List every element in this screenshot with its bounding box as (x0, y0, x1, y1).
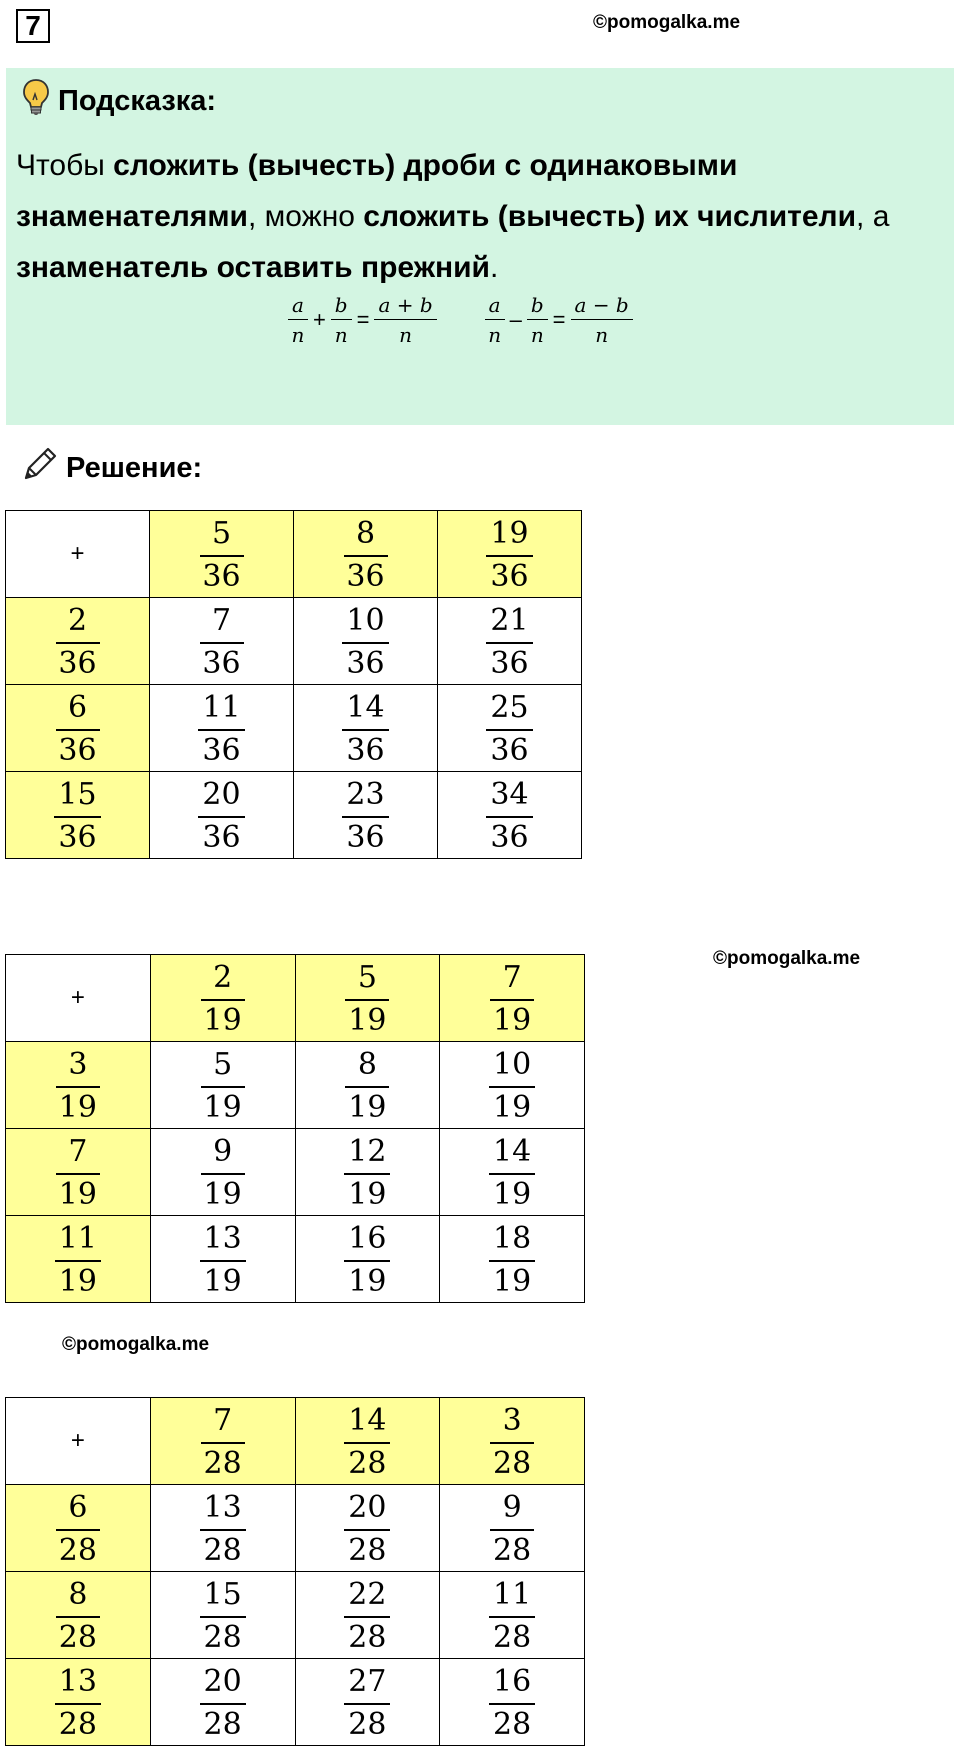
table-row (6, 1042, 585, 1129)
numerator: 8 (344, 518, 388, 557)
numerator: 11 (55, 1223, 101, 1262)
denominator: 19 (493, 1263, 532, 1299)
result-cell (150, 1659, 295, 1746)
column-header-cell (440, 955, 585, 1042)
watermark: ©pomogalka.me (62, 1334, 210, 1355)
fraction (344, 1663, 390, 1742)
hint-header (22, 78, 216, 124)
denominator: 36 (58, 819, 97, 855)
numerator: 16 (489, 1666, 535, 1705)
operator-cell: + (6, 1398, 151, 1485)
task-number: 7 (16, 9, 50, 43)
denominator: 19 (203, 1089, 242, 1125)
fraction (489, 1576, 535, 1655)
fraction (200, 1576, 246, 1655)
fraction (56, 1489, 100, 1568)
fraction (198, 776, 244, 855)
column-header-cell (295, 955, 440, 1042)
addition-table-19 (5, 954, 585, 1303)
numerator: 11 (489, 1579, 535, 1618)
solution-header (20, 444, 202, 492)
numerator: 23 (342, 779, 388, 818)
result-cell (295, 1129, 440, 1216)
numerator: 7 (201, 1405, 245, 1444)
formula-fraction: a n (485, 293, 505, 347)
numerator: 34 (486, 779, 532, 818)
denominator: 19 (348, 1263, 387, 1299)
fraction (342, 689, 388, 768)
formula-operator: – (509, 307, 522, 332)
result-cell (440, 1216, 585, 1303)
fraction (490, 1402, 534, 1481)
numerator: 14 (489, 1136, 535, 1175)
hint-text-part: , а (856, 200, 890, 233)
result-cell (150, 685, 294, 772)
fraction (344, 1133, 390, 1212)
denominator: 36 (202, 819, 241, 855)
hint-text-bold: сложить (вычесть) их числители (363, 200, 857, 233)
addition-table-28 (5, 1397, 585, 1746)
result-cell (294, 772, 438, 859)
result-cell (294, 598, 438, 685)
denominator: 36 (490, 645, 529, 681)
result-cell (150, 1216, 295, 1303)
fraction (56, 1046, 100, 1125)
numerator: 16 (344, 1223, 390, 1262)
fraction (342, 776, 388, 855)
numerator: 7 (56, 1136, 100, 1175)
watermark: ©pomogalka.me (713, 948, 861, 969)
denominator: 28 (493, 1445, 532, 1481)
hint-text-part: Чтобы (16, 149, 114, 182)
fraction (56, 689, 100, 768)
denominator: 28 (348, 1532, 387, 1568)
numerator: 14 (342, 692, 388, 731)
numerator: 3 (56, 1049, 100, 1088)
result-cell (150, 772, 294, 859)
formula-result: $\frac{a - b}{n}$ (571, 293, 633, 347)
fraction (201, 1402, 245, 1481)
result-cell (440, 1659, 585, 1746)
hint-title: Подсказка: (58, 84, 217, 117)
result-cell (440, 1129, 585, 1216)
row-header-cell (6, 772, 150, 859)
table-header-row (6, 1398, 585, 1485)
denominator: 36 (202, 645, 241, 681)
formula-fraction: $\frac{b}{n}$ (527, 293, 548, 347)
denominator: 28 (348, 1706, 387, 1742)
denominator: 36 (346, 819, 385, 855)
fraction (55, 1663, 101, 1742)
denominator: 19 (58, 1089, 97, 1125)
column-header-cell (440, 1398, 585, 1485)
column-header-cell (150, 511, 294, 598)
numerator: 9 (201, 1136, 245, 1175)
denominator: 19 (203, 1263, 242, 1299)
fraction (490, 959, 534, 1038)
numerator: 15 (200, 1579, 246, 1618)
result-cell (440, 1485, 585, 1572)
result-cell (150, 1129, 295, 1216)
denominator: 36 (346, 732, 385, 768)
fraction (486, 689, 532, 768)
hint-box (6, 68, 954, 425)
numerator: 27 (344, 1666, 390, 1705)
fraction (342, 602, 388, 681)
numerator: 6 (56, 692, 100, 731)
numerator: 20 (200, 1666, 246, 1705)
fraction (200, 602, 244, 681)
numerator: 18 (489, 1223, 535, 1262)
result-cell (150, 1572, 295, 1659)
formula-operator: + (312, 307, 326, 332)
row-header-cell (6, 1129, 151, 1216)
numerator: 12 (344, 1136, 390, 1175)
fraction (344, 1489, 390, 1568)
denominator: 19 (58, 1263, 97, 1299)
denominator: 28 (203, 1445, 242, 1481)
hint-text-part: . (489, 251, 499, 284)
lightbulb-icon (22, 78, 50, 124)
numerator: 9 (490, 1492, 534, 1531)
solution-title: Решение: (66, 451, 203, 484)
fraction (344, 1220, 390, 1299)
denominator: 28 (493, 1532, 532, 1568)
numerator: 13 (200, 1223, 246, 1262)
denominator: 36 (346, 558, 385, 594)
numerator: 25 (486, 692, 532, 731)
denominator: 36 (490, 819, 529, 855)
table-header-row (6, 511, 582, 598)
formula-fraction: a n (288, 293, 308, 347)
numerator: 13 (55, 1666, 101, 1705)
fraction (56, 1133, 100, 1212)
formula-equals: = (552, 307, 566, 332)
result-cell (438, 772, 582, 859)
formula-fraction: $\frac{b}{n}$ (331, 293, 352, 347)
watermark: ©pomogalka.me (593, 12, 741, 33)
denominator: 28 (348, 1445, 387, 1481)
formula-result: $\frac{a + b}{n}$ (374, 293, 436, 347)
result-cell (150, 1485, 295, 1572)
column-header-cell (438, 511, 582, 598)
result-cell (295, 1216, 440, 1303)
denominator: 36 (346, 645, 385, 681)
row-header-cell (6, 1216, 151, 1303)
hint-text (16, 140, 946, 293)
denominator: 28 (348, 1619, 387, 1655)
result-cell (440, 1572, 585, 1659)
numerator: 3 (490, 1405, 534, 1444)
numerator: 10 (489, 1049, 535, 1088)
numerator: 5 (201, 1049, 245, 1088)
denominator: 19 (203, 1002, 242, 1038)
fraction (489, 1663, 535, 1742)
denominator: 19 (493, 1002, 532, 1038)
result-cell (150, 598, 294, 685)
denominator: 28 (58, 1532, 97, 1568)
numerator: 20 (198, 779, 244, 818)
denominator: 28 (58, 1706, 97, 1742)
denominator: 36 (202, 732, 241, 768)
row-header-cell (6, 598, 150, 685)
numerator: 7 (200, 605, 244, 644)
fraction (489, 1133, 535, 1212)
column-header-cell (150, 1398, 295, 1485)
denominator: 19 (348, 1002, 387, 1038)
denominator: 28 (493, 1706, 532, 1742)
fraction (56, 1576, 100, 1655)
addition-table-36 (5, 510, 582, 859)
denominator: 19 (203, 1176, 242, 1212)
fraction (489, 1046, 535, 1125)
fraction (201, 1133, 245, 1212)
operator-cell: + (6, 955, 151, 1042)
fraction (489, 1220, 535, 1299)
denominator: 19 (348, 1089, 387, 1125)
fraction (344, 1576, 390, 1655)
table-row (6, 1129, 585, 1216)
denominator: 36 (58, 732, 97, 768)
denominator: 19 (348, 1176, 387, 1212)
denominator: 19 (58, 1176, 97, 1212)
row-header-cell (6, 1659, 151, 1746)
fraction (486, 602, 532, 681)
denominator: 28 (203, 1706, 242, 1742)
formula-add (288, 293, 437, 347)
denominator: 36 (490, 732, 529, 768)
formula-equals: = (356, 307, 370, 332)
column-header-cell (150, 955, 295, 1042)
numerator: 21 (486, 605, 532, 644)
result-cell (295, 1572, 440, 1659)
numerator: 10 (342, 605, 388, 644)
numerator: 2 (201, 962, 245, 1001)
table-row (6, 1485, 585, 1572)
fraction (200, 1489, 246, 1568)
numerator: 15 (54, 779, 100, 818)
numerator: 8 (345, 1049, 389, 1088)
numerator: 19 (486, 518, 532, 557)
result-cell (295, 1042, 440, 1129)
row-header-cell (6, 1485, 151, 1572)
denominator: 28 (58, 1619, 97, 1655)
numerator: 20 (344, 1492, 390, 1531)
numerator: 7 (490, 962, 534, 1001)
table-row (6, 772, 582, 859)
fraction (201, 1046, 245, 1125)
pencil-icon (20, 444, 60, 492)
result-cell (150, 1042, 295, 1129)
denominator: 28 (203, 1532, 242, 1568)
fraction (200, 1663, 246, 1742)
operator-cell: + (6, 511, 150, 598)
denominator: 19 (493, 1089, 532, 1125)
hint-text-part: , можно (247, 200, 364, 233)
numerator: 8 (56, 1579, 100, 1618)
fraction (345, 1046, 389, 1125)
table-row (6, 1659, 585, 1746)
fraction (200, 1220, 246, 1299)
result-cell (440, 1042, 585, 1129)
fraction (486, 776, 532, 855)
table-row (6, 685, 582, 772)
formulas (288, 293, 633, 347)
result-cell (438, 685, 582, 772)
numerator: 5 (345, 962, 389, 1001)
fraction (344, 1402, 390, 1481)
numerator: 13 (200, 1492, 246, 1531)
denominator: 36 (58, 645, 97, 681)
fraction (344, 515, 388, 594)
result-cell (295, 1659, 440, 1746)
numerator: 6 (56, 1492, 100, 1531)
result-cell (438, 598, 582, 685)
table-row (6, 598, 582, 685)
fraction (56, 602, 100, 681)
numerator: 11 (198, 692, 244, 731)
column-header-cell (294, 511, 438, 598)
hint-text-bold: сложить (вычесть) дроби с одинаковыми знаменателями (16, 149, 738, 233)
fraction (345, 959, 389, 1038)
denominator: 28 (493, 1619, 532, 1655)
row-header-cell (6, 685, 150, 772)
column-header-cell (295, 1398, 440, 1485)
fraction (201, 959, 245, 1038)
fraction (198, 689, 244, 768)
numerator: 5 (200, 518, 244, 557)
numerator: 22 (344, 1579, 390, 1618)
table-header-row (6, 955, 585, 1042)
fraction (54, 776, 100, 855)
row-header-cell (6, 1572, 151, 1659)
hint-text-bold: знаменатель оставить прежний (16, 251, 490, 284)
row-header-cell (6, 1042, 151, 1129)
table-row (6, 1572, 585, 1659)
numerator: 2 (56, 605, 100, 644)
result-cell (295, 1485, 440, 1572)
fraction (55, 1220, 101, 1299)
fraction (490, 1489, 534, 1568)
table-row (6, 1216, 585, 1303)
result-cell (294, 685, 438, 772)
denominator: 28 (203, 1619, 242, 1655)
denominator: 36 (202, 558, 241, 594)
denominator: 19 (493, 1176, 532, 1212)
fraction (200, 515, 244, 594)
formula-sub (485, 293, 633, 347)
denominator: 36 (490, 558, 529, 594)
fraction (486, 515, 532, 594)
numerator: 14 (344, 1405, 390, 1444)
